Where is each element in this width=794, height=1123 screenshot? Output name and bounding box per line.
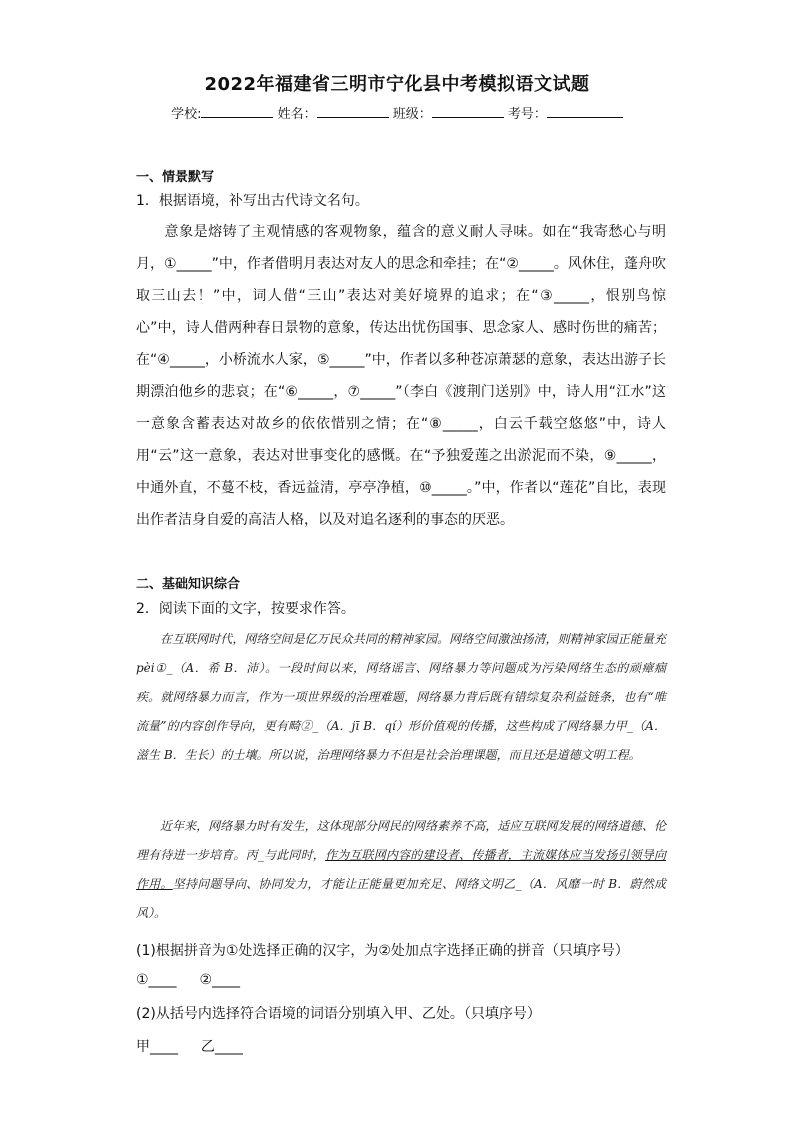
passage-paragraph-1 xyxy=(136,625,666,770)
q1-paragraph xyxy=(136,216,666,536)
q2-prompt: 2．阅读下面的文字，按要求作答。 xyxy=(136,601,355,617)
section2-heading: 二、基础知识综合 xyxy=(136,577,241,592)
section1-heading: 一、情景默写 xyxy=(136,170,215,185)
exam-title: 2022年福建省三明市宁化县中考模拟语文试题 xyxy=(204,74,590,95)
q1-prompt: 1．根据语境，补写出古代诗文名句。 xyxy=(136,193,369,209)
sub-question-1-answers xyxy=(136,972,676,988)
answer-blank-2[interactable]: ②____ xyxy=(199,972,241,988)
school-blank xyxy=(201,103,273,118)
answer-blank-yi[interactable]: 乙____ xyxy=(200,1039,243,1055)
name-blank xyxy=(317,103,389,118)
sub-question-1-prompt: (1)根据拼音为①处选择正确的汉字，为②处加点字选择正确的拼音（只填序号） xyxy=(136,943,629,959)
answer-blank-jia[interactable]: 甲____ xyxy=(136,1039,178,1055)
sub-question-2-prompt: (2)从括号内选择符合语境的词语分别填入甲、乙处。（只填序号） xyxy=(136,1006,541,1022)
class-blank xyxy=(432,103,504,118)
passage-p2-text-a: 近年来，网络暴力时有发生，这体现部分网民的网络素养不高，适应互联网发展的网络道德、伦理有待进一步培育。丙_与此同时， xyxy=(136,819,666,862)
exam-no-label: 考号： xyxy=(507,107,547,122)
school-label: 学校: xyxy=(171,107,202,122)
passage-paragraph-2 xyxy=(136,812,666,928)
exam-no-blank xyxy=(547,103,623,118)
passage-p2-text-b: 坚持问题导向、协同发力，才能让正能量更加充足、网络文明乙_（A．风靡一时 B．蔚然成风）。 xyxy=(136,877,666,920)
underlined-sentence: 作为互联网内容的建设者、传播者，主流媒体应当发扬引领导向作用。 xyxy=(136,848,666,891)
class-label: 班级： xyxy=(392,107,432,122)
q1-text: 意象是熔铸了主观情感的客观物象，蕴含的意义耐人寻味。如在“我寄愁心与明月，①_____”中，作者借明月表达对友人的思念和牵挂；在“②_____。风休住，蓬舟吹取三山去！”中，词人借“三山”表达对美好境界的追求；在“③_____，恨别鸟惊心”中，诗人借两种春日景物的意象，传达出忧伤国事、思念家人、感时伤世的痛苦；在“④_____，小桥流水人家，⑤_____”中，作者以多种苍凉萧瑟的意象，表达出游子长期漂泊他乡的悲哀；在“⑥_____，⑦_____”（李白《渡荆门送别》中，诗人用“江水”这一意象含蓄表达对故乡的依依惜别之情；在“⑧_____，白云千载空悠悠”中，诗人用“云”这一意象，表达对世事变化的感慨。在“予独爱莲之出淤泥而不染，⑨_____，中通外直，不蔓不枝，香远益清，亭亭净植，⑩_____。”中，作者以“莲花”自比，表现出作者洁身自爱的高洁人格，以及对追名逐利的事态的厌恶。 xyxy=(136,224,666,528)
sub-question-2-answers xyxy=(136,1036,676,1056)
passage-p1-text: 在互联网时代，网络空间是亿万民众共同的精神家园。网络空间激浊扬清，则精神家园正能量充pèi①_（A．希 B．沛）。一段时间以来，网络谣言、网络暴力等问题成为污染网络生态的顽瘴痼疾。就网络暴力而言，作为一项世界级的治理难题，网络暴力背后既有错综复杂利益链条，也有“唯流量”的内容创作导向，更有畸②_（A．jī B．qí）形价值观的传播，这些构成了网络暴力甲_（A．滋生 B．生长）的土壤。所以说，治理网络暴力不但是社会治理课题，而且还是道德文明工程。 xyxy=(136,632,666,762)
student-info-line xyxy=(0,103,794,122)
name-label: 姓名： xyxy=(277,107,317,122)
answer-blank-1[interactable]: ①____ xyxy=(136,972,177,988)
